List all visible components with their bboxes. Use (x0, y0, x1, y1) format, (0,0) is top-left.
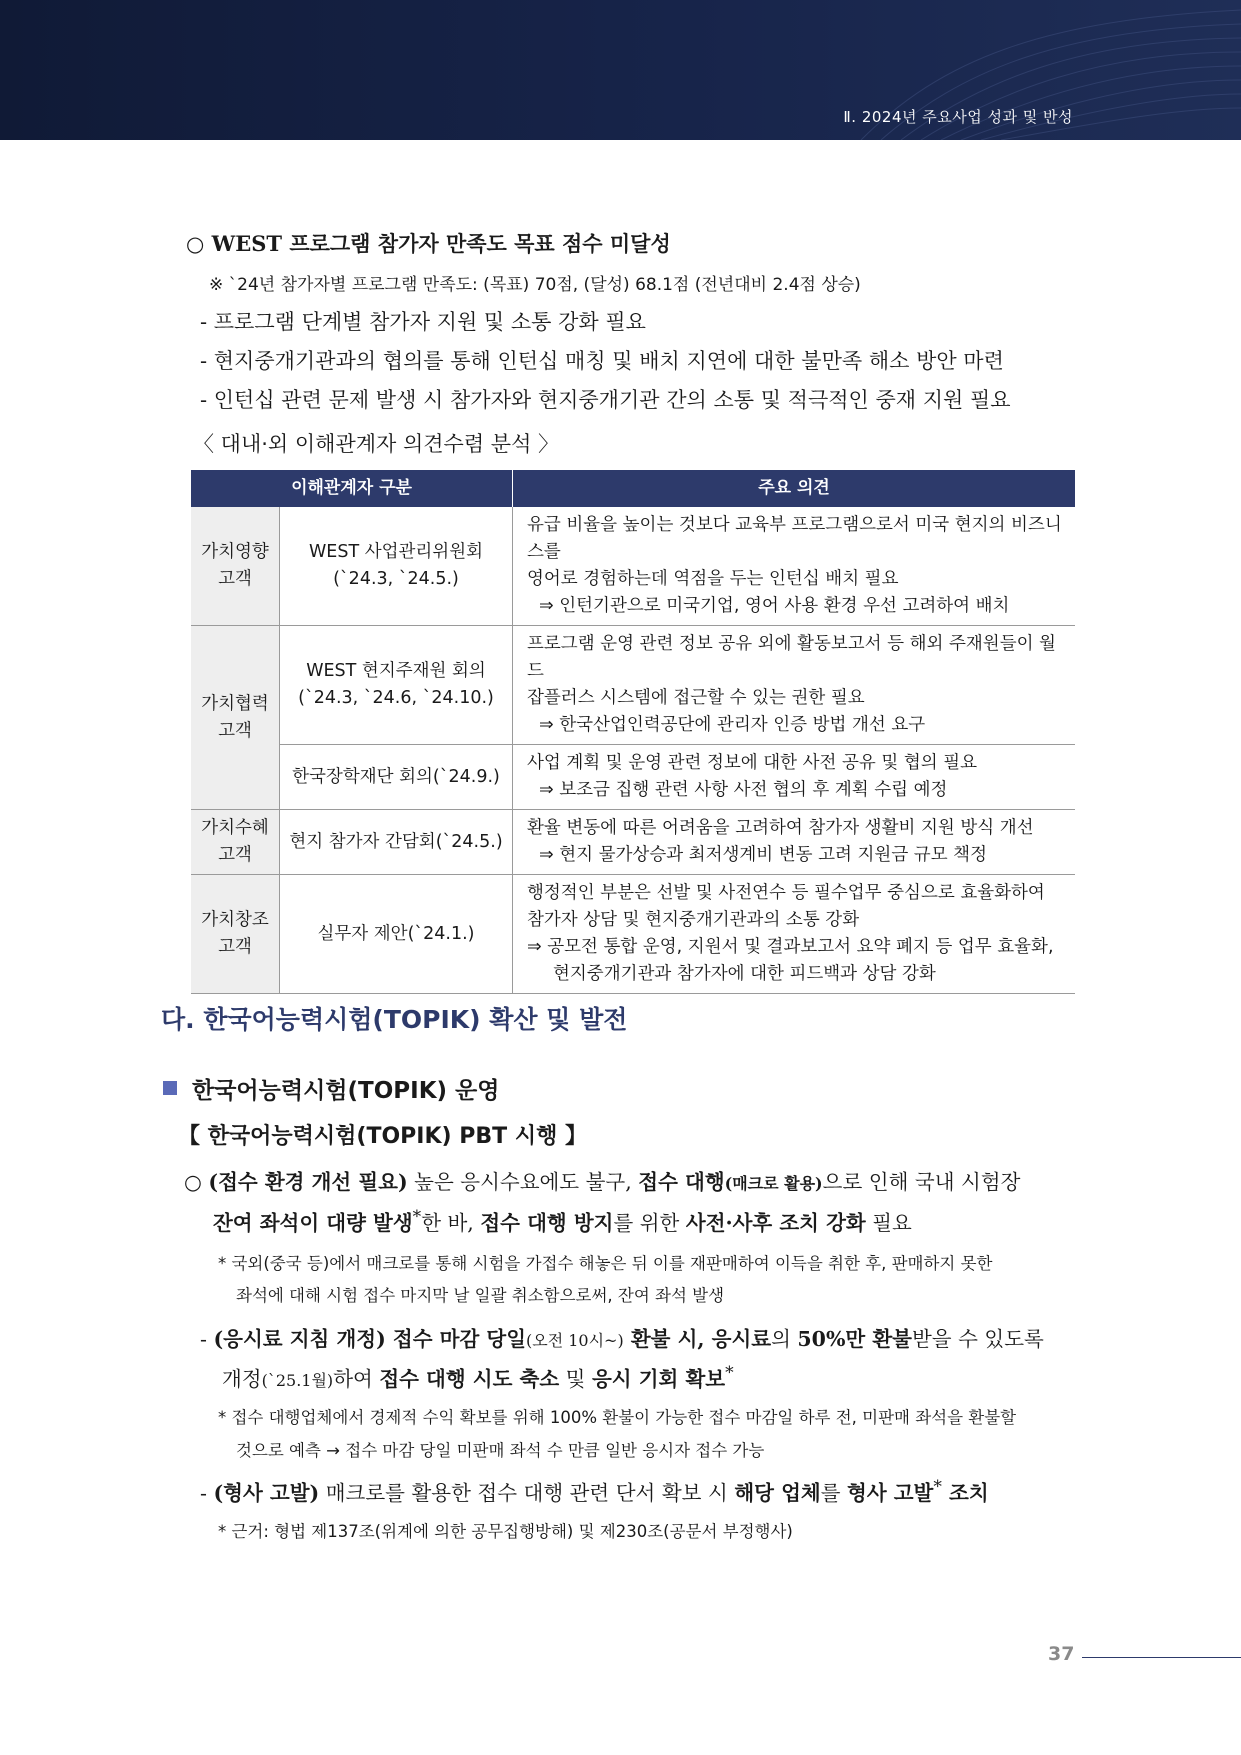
opinion-action: ⇒ 인턴기관으로 미국기업, 영어 사용 환경 우선 고려하여 배치 (539, 596, 1010, 616)
pbt-title: 【 한국어능력시험(TOPIK) PBT 시행 】 (178, 1124, 587, 1149)
topik-para-1-bold: 접수 대행 방지 (480, 1211, 614, 1235)
topik-para-1-text: 를 위한 (613, 1211, 686, 1235)
stakeholder-line: 현지 참가자 간담회(`24.5.) (289, 831, 503, 852)
topik-para-3-text: 를 (820, 1481, 848, 1505)
topik-para-3-bold: 해당 업체 (734, 1481, 821, 1505)
opinion-action: ⇒ 한국산업인력공단에 관리자 인증 방법 개선 요구 (539, 715, 926, 735)
opinion-cell (513, 626, 1076, 745)
topik-para-2-text: 개정 (222, 1367, 262, 1391)
stakeholder-line: 실무자 제안(`24.1.) (317, 923, 475, 944)
table-header-stakeholder: 이해관계자 구분 (191, 470, 513, 507)
opinion-cell (513, 810, 1076, 875)
topik-para-1-text: 높은 응시수요에도 불구, (407, 1170, 639, 1194)
topik-para-3 (200, 1476, 989, 1506)
footer-rule (1082, 1657, 1241, 1658)
topik-para-2-text: 및 (559, 1367, 592, 1391)
west-item: - 인턴십 관련 문제 발생 시 참가자와 현지중개기관 간의 소통 및 적극적인 중재 지원 필요 (200, 388, 1011, 412)
west-item: - 현지중개기관과의 협의를 통해 인턴십 매칭 및 배치 지연에 대한 불만족 해소 방안 마련 (200, 349, 1004, 373)
topik-para-1-text: 필요 (865, 1211, 912, 1235)
stakeholder-opinion-table (191, 470, 1075, 994)
stakeholder-cell (280, 875, 513, 994)
stakeholder-line: (`24.3, `24.6, `24.10.) (298, 688, 494, 708)
topik-para-1-bold: 사전·사후 조치 강화 (685, 1211, 866, 1235)
topik-para-1-bold-small: (매크로 활용) (724, 1174, 823, 1193)
opinion-line: 환율 변동에 따른 어려움을 고려하여 참가자 생활비 지원 방식 개선 (527, 818, 1034, 838)
stakeholder-line: (`24.3, `24.5.) (333, 569, 459, 589)
topik-note-1: 좌석에 대해 시험 접수 마지막 날 일괄 취소함으로써, 잔여 좌석 발생 (236, 1286, 725, 1305)
topik-para-3-bold: 형사 고발 (847, 1481, 934, 1505)
subsection-title: 한국어능력시험(TOPIK) 운영 (192, 1078, 500, 1104)
circle-bullet: ○ (184, 1170, 202, 1194)
topik-para-2-text: 받을 수 있도록 (911, 1327, 1044, 1351)
topik-note-3: * 근거: 형법 제137조(위계에 의한 공무집행방해) 및 제230조(공문서 부정행사) (218, 1522, 793, 1541)
topik-para-2-text: 의 (771, 1327, 798, 1351)
group-cell (191, 626, 280, 810)
west-item: - 프로그램 단계별 참가자 지원 및 소통 강화 필요 (200, 310, 646, 334)
topik-para-3-bold: 조치 (941, 1481, 989, 1505)
topik-para-1-text: 으로 인해 국내 시험장 (822, 1170, 1021, 1194)
opinion-action: ⇒ 보조금 집행 관련 사항 사전 협의 후 계획 수립 예정 (539, 780, 948, 800)
dash-bullet: - (200, 1327, 207, 1351)
topik-para-1-bold: 잔여 좌석이 대량 발생 (213, 1211, 413, 1235)
section-title: 다. 한국어능력시험(TOPIK) 확산 및 발전 (161, 1005, 628, 1034)
group-cell (191, 507, 280, 626)
group-cell (191, 875, 280, 994)
opinion-action: ⇒ 공모전 통합 운영, 지원서 및 결과보고서 요약 폐지 등 업무 효율화, (527, 937, 1054, 957)
topik-para-2-bold: 접수 마감 당일 (385, 1327, 526, 1351)
opinion-action: ⇒ 현지 물가상승과 최저생계비 변동 고려 지원금 규모 책정 (539, 845, 987, 865)
stakeholder-line: WEST 현지주재원 회의 (306, 661, 486, 681)
footnote-marker: * (412, 1207, 422, 1228)
topik-note-2: 것으로 예측 → 접수 마감 당일 미판매 좌석 수 만큼 일반 응시자 접수 가능 (236, 1441, 765, 1460)
header-title: Ⅱ. 2024년 주요사업 성과 및 반성 (843, 108, 1073, 126)
topik-note-1: * 국외(중국 등)에서 매크로를 통해 시험을 가접수 해놓은 뒤 이를 재판매하여 이득을 취한 후, 판매하지 못한 (218, 1254, 993, 1273)
header-band (0, 0, 1241, 140)
topik-para-2-bold: 응시 기회 확보 (592, 1367, 726, 1391)
topik-para-2-bold: 환불 시, 응시료 (623, 1327, 772, 1351)
topik-para-1-line-1 (184, 1165, 1020, 1195)
topik-note-2: * 접수 대행업체에서 경제적 수익 확보를 위해 100% 환불이 가능한 접수 마감일 하루 전, 미판매 좌석을 환불할 (218, 1408, 1017, 1427)
stakeholder-cell (280, 810, 513, 875)
opinion-cell (513, 507, 1076, 626)
footnote-marker: * (725, 1363, 734, 1384)
topik-para-3-text: 매크로를 활용한 접수 대행 관련 단서 확보 시 (319, 1481, 735, 1505)
stakeholder-line: WEST 사업관리위원회 (308, 542, 484, 562)
topik-para-2-bold: (응시료 지침 개정) (213, 1327, 386, 1351)
stakeholder-line: 한국장학재단 회의(`24.9.) (292, 766, 500, 787)
topik-para-2-line-1 (200, 1322, 1044, 1352)
opinion-action: 현지중개기관과 참가자에 대한 피드백과 상담 강화 (553, 964, 936, 984)
west-heading: ○ WEST 프로그램 참가자 만족도 목표 점수 미달성 (186, 231, 671, 256)
square-bullet-icon (163, 1081, 177, 1095)
table-row (191, 745, 1075, 810)
table-row (191, 875, 1075, 994)
group-label: 가치창조 고객 (201, 910, 269, 957)
group-label: 가치협력 고객 (201, 693, 269, 741)
topik-para-2-text: 하여 (333, 1367, 380, 1391)
group-label: 가치수혜 고객 (201, 818, 269, 865)
opinion-line: 프로그램 운영 관련 정보 공유 외에 활동보고서 등 해외 주재원들이 월드 (527, 634, 1056, 681)
table-row (191, 507, 1075, 626)
opinion-line: 유급 비율을 높이는 것보다 교육부 프로그램으로서 미국 현지의 비즈니스를 (527, 515, 1062, 562)
footnote-marker: * (933, 1477, 942, 1498)
table-header-row (191, 470, 1075, 507)
topik-para-1-bold: 접수 대행 (638, 1170, 725, 1194)
page-number: 37 (1048, 1643, 1075, 1665)
table-row (191, 810, 1075, 875)
opinion-line: 잡플러스 시스템에 접근할 수 있는 권한 필요 (527, 688, 865, 708)
topik-para-2-bold: 접수 대행 시도 축소 (379, 1367, 560, 1391)
group-label: 가치영향 고객 (201, 542, 269, 589)
topik-para-1-bold: (접수 환경 개선 필요) (208, 1170, 408, 1194)
opinion-line: 사업 계획 및 운영 관련 정보에 대한 사전 공유 및 협의 필요 (527, 753, 978, 773)
opinion-line: 행정적인 부분은 선발 및 사전연수 등 필수업무 중심으로 효율화하여 (527, 883, 1045, 903)
opinion-cell (513, 745, 1076, 810)
topik-para-1-text: 한 바, (421, 1211, 481, 1235)
opinion-line: 참가자 상담 및 현지중개기관과의 소통 강화 (527, 910, 860, 930)
topik-para-1-line-2 (213, 1206, 912, 1236)
table-caption: 〈 대내·외 이해관계자 의견수렴 분석 〉 (193, 432, 560, 456)
table-row (191, 626, 1075, 745)
topik-para-2-small: (`25.1월) (261, 1371, 334, 1390)
stakeholder-cell (280, 507, 513, 626)
topik-para-3-bold: (형사 고발) (213, 1481, 320, 1505)
west-note: ※ `24년 참가자별 프로그램 만족도: (목표) 70점, (달성) 68.1점 (전년대비 2.4점 상승) (209, 275, 861, 295)
dash-bullet: - (200, 1481, 207, 1505)
table-header-opinion: 주요 의견 (513, 470, 1076, 507)
stakeholder-cell (280, 626, 513, 745)
group-cell (191, 810, 280, 875)
opinion-line: 영어로 경험하는데 역점을 두는 인턴십 배치 필요 (527, 569, 899, 589)
opinion-cell (513, 875, 1076, 994)
stakeholder-cell (280, 745, 513, 810)
topik-para-2-small: (오전 10시~) (526, 1331, 624, 1350)
topik-para-2-bold: 50%만 환불 (797, 1327, 912, 1351)
topik-para-2-line-2 (222, 1362, 734, 1392)
